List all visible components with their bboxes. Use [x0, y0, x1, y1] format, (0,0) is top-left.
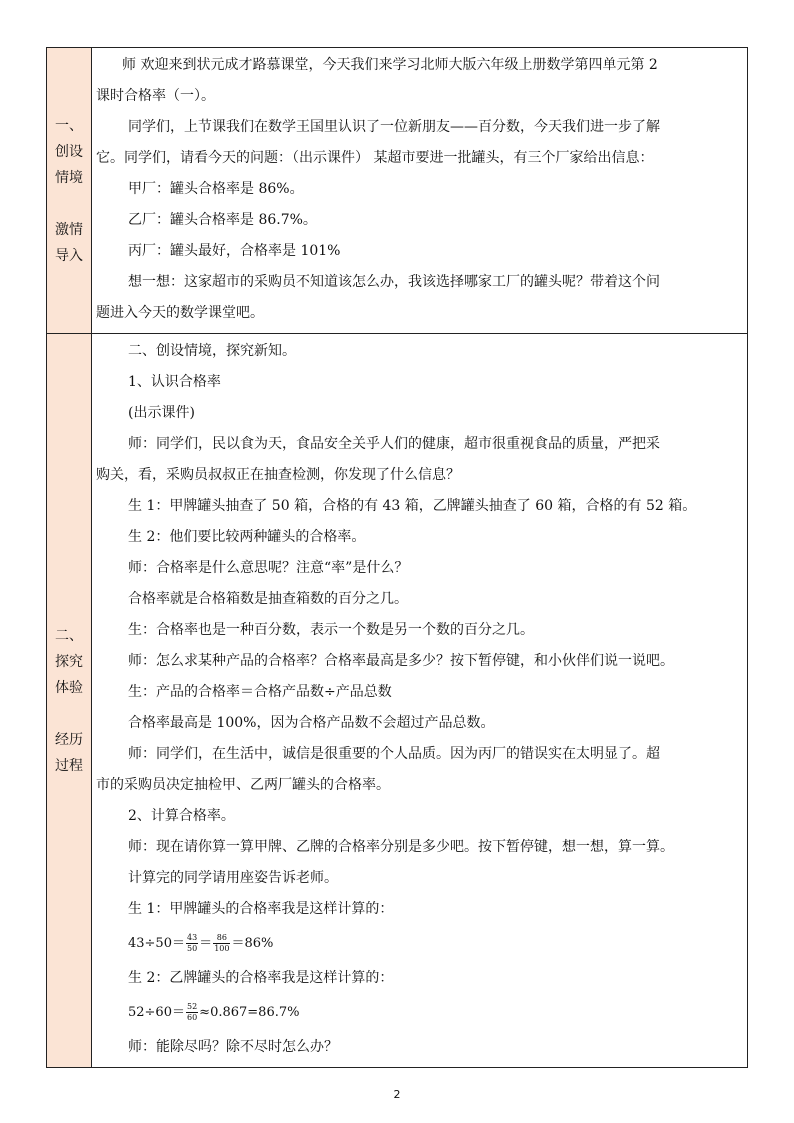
section-label-explore — [47, 334, 92, 1068]
label-line: 过程 — [55, 757, 83, 774]
paragraph-line: 师 欢迎来到状元成才路慕课堂，今天我们来学习北师大版六年级上册数学第四单元第 2 — [122, 57, 658, 73]
paragraph-line: 题进入今天的数学课堂吧。 — [96, 305, 264, 321]
section-content-intro — [92, 48, 748, 334]
paragraph-line: 生：产品的合格率＝合格产品数÷产品总数 — [128, 684, 392, 700]
paragraph-line: 2、计算合格率。 — [128, 808, 235, 824]
paragraph-line: 1、认识合格率 — [128, 374, 221, 390]
label-line: 经历 — [55, 731, 83, 748]
paragraph-line: 生 2：乙牌罐头的合格率我是这样计算的： — [128, 970, 394, 986]
paragraph-line: 甲厂：罐头合格率是 86%。 — [128, 181, 304, 197]
paragraph-line: 计算完的同学请用座姿告诉老师。 — [128, 870, 338, 886]
section-row-explore — [47, 334, 748, 1068]
section-content-explore — [92, 334, 748, 1068]
formula-part: ＝ — [199, 936, 213, 951]
paragraph-line: 师：同学们，在生活中，诚信是很重要的个人品质。因为丙厂的错误实在太明显了。超 — [128, 746, 660, 762]
formula-part: ＝86% — [231, 936, 274, 951]
paragraph-line: (出示课件) — [128, 405, 195, 421]
paragraph-line: 师：合格率是什么意思呢？注意“率”是什么？ — [128, 560, 409, 576]
formula-yi — [96, 994, 743, 1032]
fraction — [213, 933, 230, 954]
paragraph-line: 丙厂：罐头最好，合格率是 101% — [128, 243, 341, 259]
fraction-numerator: 86 — [213, 933, 230, 944]
label-gap — [47, 701, 91, 727]
label-line: 情境 — [55, 169, 83, 186]
paragraph-line: 师：能除尽吗？除不尽时怎么办？ — [128, 1039, 338, 1055]
paragraph-line: 生 2：他们要比较两种罐头的合格率。 — [128, 529, 366, 545]
fraction-denominator: 50 — [186, 944, 198, 953]
paragraph-line: 生 1：甲牌罐头的合格率我是这样计算的： — [128, 901, 394, 917]
fraction — [186, 933, 198, 954]
formula-part: 52÷60＝ — [128, 1005, 185, 1020]
label-gap — [47, 191, 91, 217]
section-label-intro — [47, 48, 92, 334]
label-line: 一、 — [55, 117, 83, 134]
fraction-denominator: 100 — [214, 944, 230, 953]
paragraph-line: 师：同学们，民以食为天，食品安全关乎人们的健康，超市很重视食品的质量，严把采 — [128, 436, 660, 452]
lesson-table — [46, 47, 748, 1068]
label-line: 激情 — [55, 221, 83, 238]
paragraph-line: 想一想：这家超市的采购员不知道该怎么办，我该选择哪家工厂的罐头呢？带着这个问 — [128, 274, 660, 290]
fraction-numerator: 43 — [186, 933, 198, 942]
label-line: 导入 — [55, 247, 83, 264]
paragraph-line: 合格率就是合格箱数是抽查箱数的百分之几。 — [128, 591, 408, 607]
paragraph-line: 市的采购员决定抽检甲、乙两厂罐头的合格率。 — [96, 777, 390, 793]
paragraph-line: 同学们，上节课我们在数学王国里认识了一位新朋友——百分数，今天我们进一步了解 — [128, 119, 660, 135]
paragraph-line: 购关，看，采购员叔叔正在抽查检测，你发现了什么信息？ — [96, 467, 460, 483]
paragraph-line: 课时合格率（一）。 — [96, 88, 215, 104]
paragraph-line: 师：怎么求某种产品的合格率？合格率最高是多少？按下暂停键，和小伙伴们说一说吧。 — [128, 653, 674, 669]
paragraph-line: 生：合格率也是一种百分数，表示一个数是另一个数的百分之几。 — [128, 622, 534, 638]
paragraph-line: 乙厂：罐头合格率是 86.7%。 — [128, 212, 317, 228]
label-line: 二、 — [55, 627, 83, 644]
formula-part: ≈0.867=86.7% — [199, 1005, 300, 1020]
paragraph-line: 合格率最高是 100%，因为合格产品数不会超过产品总数。 — [128, 715, 495, 731]
label-line: 体验 — [55, 679, 83, 696]
paragraph-line: 二、创设情境，探究新知。 — [128, 343, 296, 359]
paragraph-line: 生 1：甲牌罐头抽查了 50 箱，合格的有 43 箱，乙牌罐头抽查了 60 箱，合格的有 52 箱。 — [128, 498, 697, 514]
label-line: 探究 — [55, 653, 83, 670]
label-line: 创设 — [55, 143, 83, 160]
fraction-numerator: 52 — [186, 1002, 198, 1011]
page-number: 2 — [393, 1088, 401, 1101]
formula-part: 43÷50＝ — [128, 936, 185, 951]
fraction — [186, 1002, 198, 1023]
paragraph-line: 它。同学们，请看今天的问题：（出示课件） 某超市要进一批罐头，有三个厂家给出信息： — [96, 150, 654, 166]
section-row-intro — [47, 48, 748, 334]
paragraph-line: 师：现在请你算一算甲牌、乙牌的合格率分别是多少吧。按下暂停键，想一想，算一算。 — [128, 839, 674, 855]
fraction-denominator: 60 — [186, 1013, 198, 1022]
formula-jia — [96, 925, 743, 963]
